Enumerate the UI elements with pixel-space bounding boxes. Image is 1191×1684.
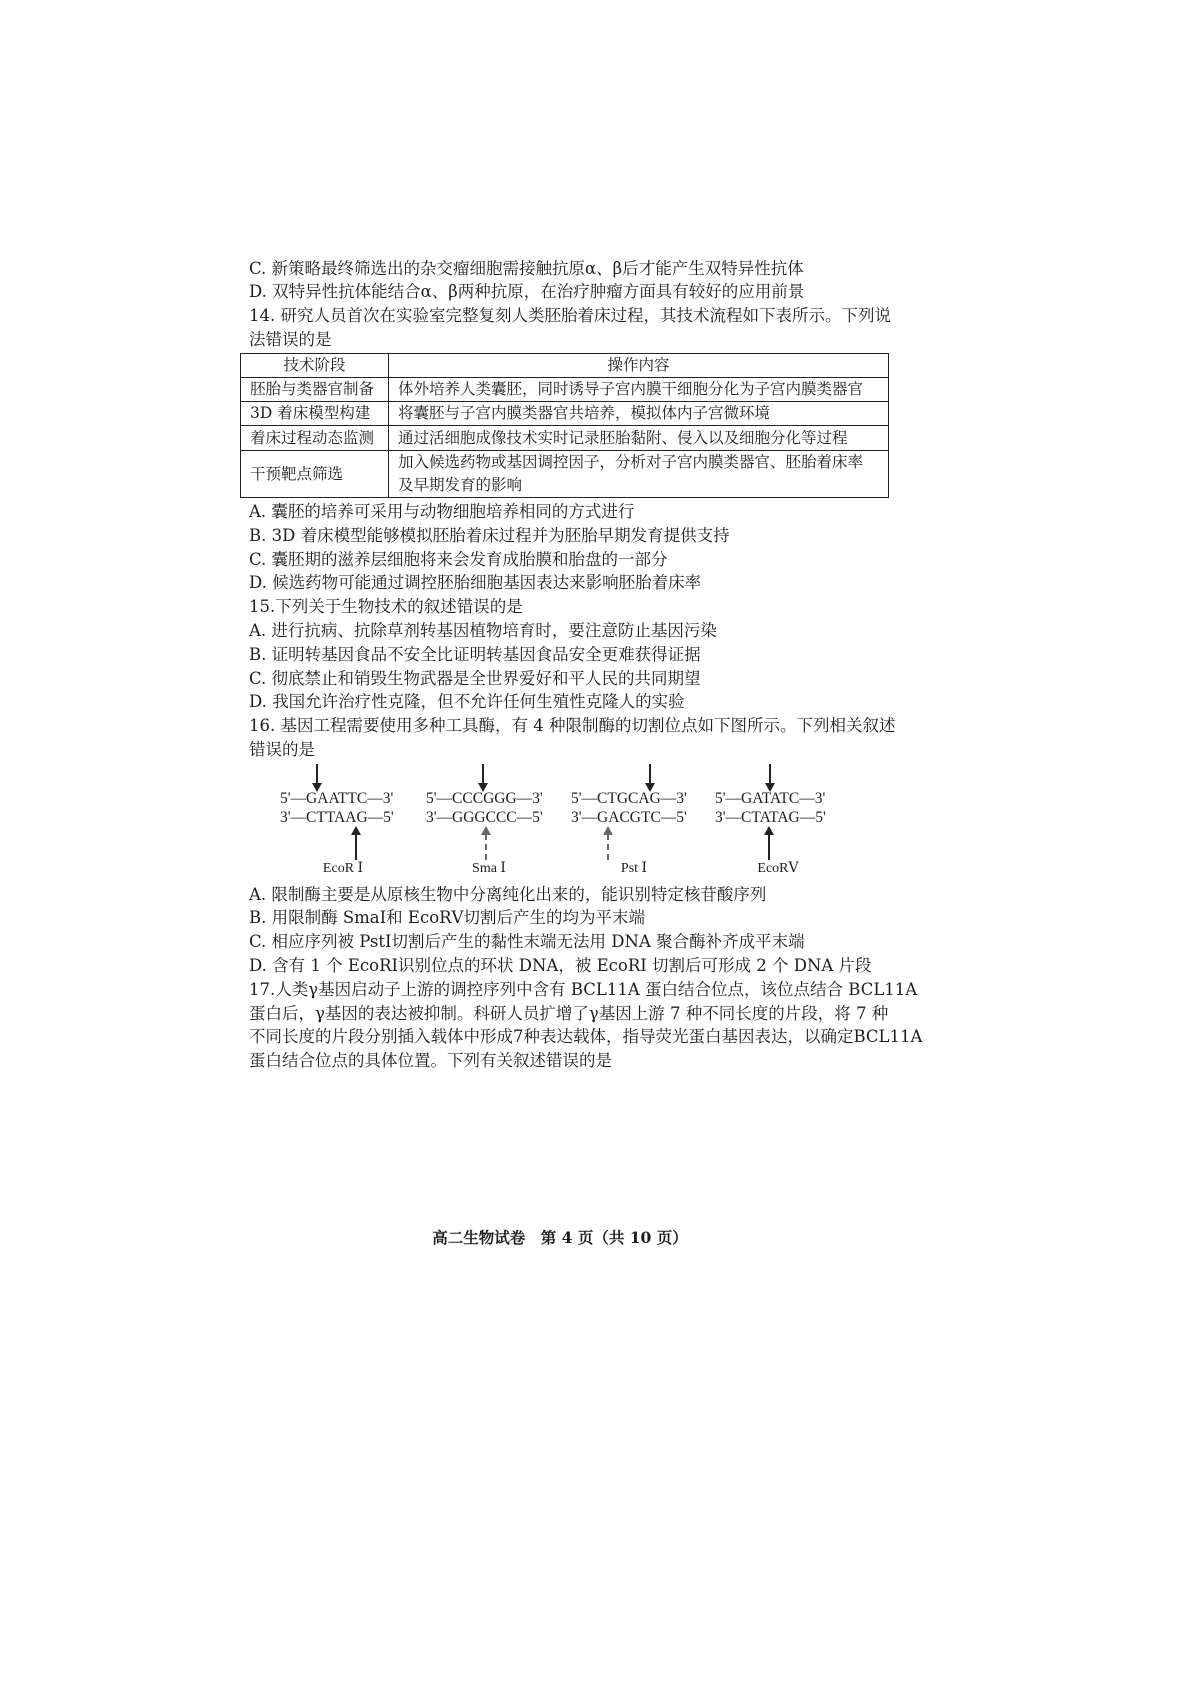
table-row bbox=[241, 451, 889, 498]
top-cut-arrow bbox=[649, 764, 651, 784]
q16-stem-line: 错误的是 bbox=[249, 739, 315, 759]
footer-page-number: 第 4 页（共 10 页） bbox=[540, 1228, 688, 1247]
strand-segment-before-cut: 5'—CTGCA bbox=[571, 790, 650, 807]
bottom-strand bbox=[280, 808, 394, 827]
strand-segment-after-cut: ACGTC—5' bbox=[608, 809, 687, 826]
q16-option-c: C. 相应序列被 PstⅠ切割后产生的黏性末端无法用 DNA 聚合酶补齐成平末端 bbox=[249, 932, 805, 952]
enzyme-name: EcoRⅤ bbox=[757, 861, 799, 876]
top-cut-arrow bbox=[482, 764, 484, 784]
q15-stem-line: 15.下列关于生物技术的叙述错误的是 bbox=[249, 597, 523, 617]
strand-segment-after-cut: TAG—5' bbox=[769, 809, 826, 826]
q17-stem-line: 17.人类γ基因启动子上游的调控序列中含有 BCL11A 蛋白结合位点，该位点结合 BCL11A bbox=[249, 979, 918, 999]
enzyme-name: Pst Ⅰ bbox=[620, 861, 648, 876]
q15-option-d: D. 我国允许治疗性克隆，但不允许任何生殖性克隆人的实验 bbox=[249, 692, 685, 712]
enzyme-block-ecorv bbox=[715, 762, 841, 882]
q14-option-b: B. 3D 着床模型能够模拟胚胎着床过程并为胚胎早期发育提供支持 bbox=[249, 525, 730, 545]
stage-cell: 胚胎与类器官制备 bbox=[241, 378, 389, 402]
enzyme-block-psti bbox=[571, 762, 697, 882]
operation-cell bbox=[389, 451, 889, 498]
enzyme-name: EcoR Ⅰ bbox=[322, 861, 364, 876]
strand-segment-before-cut: 3'—CTA bbox=[715, 809, 770, 826]
operation-cell bbox=[389, 426, 889, 451]
strand-segment-after-cut: ATC—3' bbox=[769, 790, 826, 807]
q15-option-c: C. 彻底禁止和销毁生物武器是全世界爱好和平人民的共同期望 bbox=[249, 668, 701, 688]
column-header-stage: 技术阶段 bbox=[241, 354, 389, 378]
q14-option-c: C. 囊胚期的滋养层细胞将来会发育成胎膜和胎盘的一部分 bbox=[249, 549, 668, 569]
q13-option-c: C. 新策略最终筛选出的杂交瘤细胞需接触抗原α、β后才能产生双特异性抗体 bbox=[249, 258, 804, 278]
top-strand bbox=[426, 789, 543, 808]
bottom-cut-arrow bbox=[768, 834, 770, 860]
top-strand bbox=[571, 789, 687, 808]
operation-text: 加入候选药物或基因调控因子，分析对子宫内膜类器官、胚胎着床率及早期发育的影响 bbox=[398, 453, 864, 494]
top-strand bbox=[715, 789, 825, 808]
top-cut-arrow bbox=[769, 764, 771, 784]
footer-subject: 高二生物试卷 bbox=[432, 1228, 526, 1247]
q17-stem-line: 蛋白结合位点的具体位置。下列有关叙述错误的是 bbox=[249, 1051, 612, 1071]
q14-stem-line: 14. 研究人员首次在实验室完整复刻人类胚胎着床过程，其技术流程如下表所示。下列说 bbox=[249, 306, 891, 326]
q16-option-a: A. 限制酶主要是从原核生物中分离纯化出来的，能识别特定核苷酸序列 bbox=[249, 884, 767, 904]
operation-cell bbox=[389, 378, 889, 402]
operation-text: 通过活细胞成像技术实时记录胚胎黏附、侵入以及细胞分化等过程 bbox=[398, 428, 848, 447]
stage-cell: 干预靶点筛选 bbox=[241, 451, 389, 498]
q16-stem-line: 16. 基因工程需要使用多种工具酶，有 4 种限制酶的切割位点如下图所示。下列相关叙述 bbox=[249, 716, 896, 736]
table-row bbox=[241, 402, 889, 426]
q14-stem-line: 法错误的是 bbox=[249, 330, 332, 350]
restriction-site-diagram bbox=[0, 762, 1191, 882]
operation-cell bbox=[389, 402, 889, 426]
bottom-cut-arrow bbox=[485, 834, 487, 860]
q15-option-a: A. 进行抗病、抗除草剂转基因植物培育时，要注意防止基因污染 bbox=[249, 620, 717, 640]
strand-segment-after-cut: G—3' bbox=[649, 790, 687, 807]
q17-stem-line: 不同长度的片段分别插入载体中形成7种表达载体，指导荧光蛋白基因表达，以确定BCL11A bbox=[249, 1027, 923, 1047]
q14-option-d: D. 候选药物可能通过调控胚胎细胞基因表达来影响胚胎着床率 bbox=[249, 573, 702, 593]
table-row bbox=[241, 378, 889, 402]
q17-stem-line: 蛋白后，γ基因的表达被抑制。科研人员扩增了γ基因上游 7 种不同长度的片段，将 7 种 bbox=[249, 1003, 889, 1023]
section-q14-options-q15-q16-stem bbox=[249, 500, 895, 762]
strand-segment-before-cut: 5'—G bbox=[280, 790, 318, 807]
strand-segment-before-cut: 5'—GAT bbox=[715, 790, 770, 807]
bottom-strand bbox=[715, 808, 826, 827]
strand-segment-after-cut: AATTC—3' bbox=[317, 790, 394, 807]
bottom-strand bbox=[426, 808, 543, 827]
q16-option-d: D. 含有 1 个 EcoRⅠ识别位点的环状 DNA，被 EcoRI 切割后可形成 2 个 DNA 片段 bbox=[249, 956, 872, 976]
column-header-operation: 操作内容 bbox=[389, 354, 889, 378]
strand-segment-after-cut: CCC—5' bbox=[485, 809, 543, 826]
stage-cell: 着床过程动态监测 bbox=[241, 426, 389, 451]
table-row bbox=[241, 426, 889, 451]
bottom-strand bbox=[571, 808, 687, 827]
strand-segment-before-cut: 3'—GGG bbox=[426, 809, 486, 826]
page-footer bbox=[380, 1226, 740, 1250]
section-q16-options-q17 bbox=[249, 883, 922, 1073]
q14-technique-flow-table bbox=[240, 353, 889, 498]
q16-option-b: B. 用限制酶 SmaⅠ和 EcoRⅤ切割后产生的均为平末端 bbox=[249, 908, 645, 928]
enzyme-block-ecori bbox=[280, 762, 406, 882]
strand-segment-before-cut: 3'—CTTAA bbox=[280, 809, 357, 826]
table-header-row bbox=[241, 354, 889, 378]
q15-option-b: B. 证明转基因食品不安全比证明转基因食品安全更难获得证据 bbox=[249, 644, 701, 664]
stage-cell: 3D 着床模型构建 bbox=[241, 402, 389, 426]
strand-segment-before-cut: 5'—CCC bbox=[426, 790, 484, 807]
section-q13-q14-stem bbox=[249, 257, 891, 352]
q13-option-d: D. 双特异性抗体能结合α、β两种抗原，在治疗肿瘤方面具有较好的应用前景 bbox=[249, 282, 805, 302]
top-strand bbox=[280, 789, 393, 808]
top-cut-arrow bbox=[316, 764, 318, 784]
q14-option-a: A. 囊胚的培养可采用与动物细胞培养相同的方式进行 bbox=[249, 502, 635, 521]
bottom-cut-arrow bbox=[355, 834, 357, 860]
strand-segment-before-cut: 3'—G bbox=[571, 809, 609, 826]
strand-segment-after-cut: GGG—3' bbox=[483, 790, 543, 807]
operation-text: 将囊胚与子宫内膜类器官共培养，模拟体内子宫微环境 bbox=[398, 404, 771, 422]
enzyme-block-smai bbox=[426, 762, 552, 882]
enzyme-name: Sma Ⅰ bbox=[472, 861, 506, 876]
bottom-cut-arrow bbox=[607, 834, 609, 860]
strand-segment-after-cut: G—5' bbox=[356, 809, 394, 826]
operation-text: 体外培养人类囊胚，同时诱导子宫内膜干细胞分化为子宫内膜类器官 bbox=[398, 380, 864, 398]
